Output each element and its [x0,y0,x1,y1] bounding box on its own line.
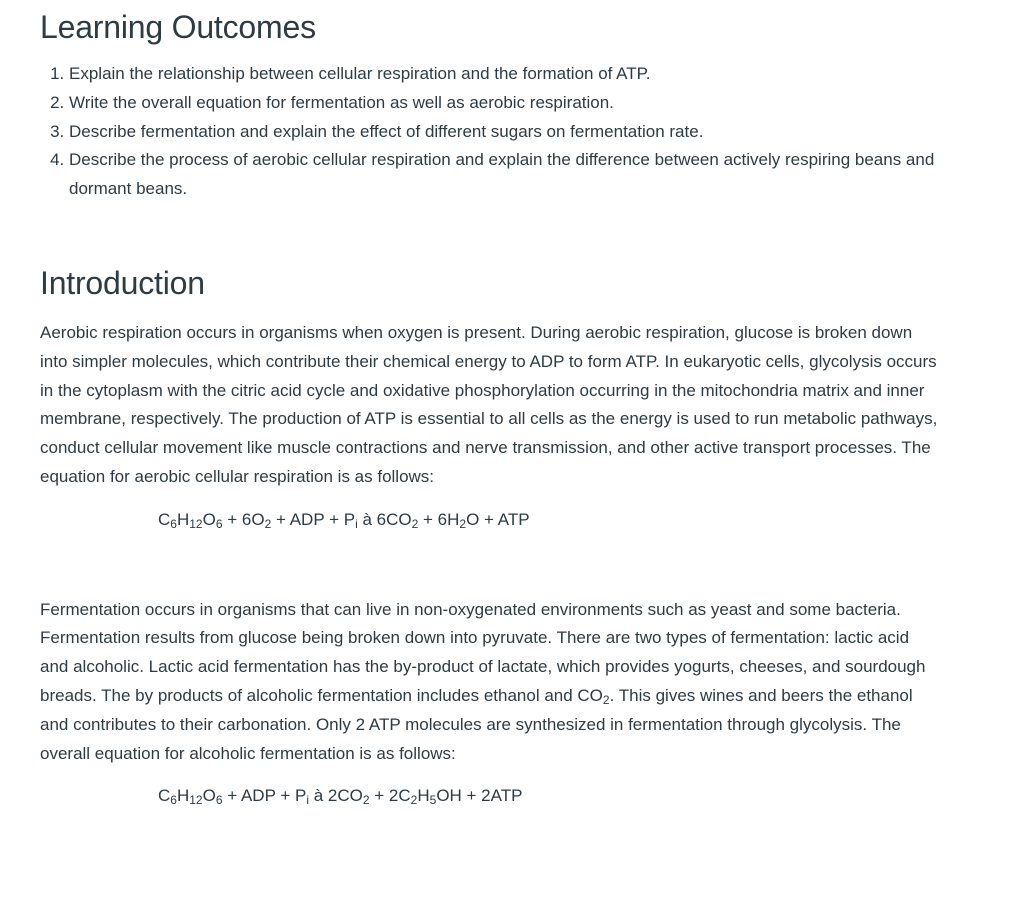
learning-outcomes-heading: Learning Outcomes [40,9,316,45]
content-page [40,0,940,811]
list-item: 4. Describe the process of aerobic cellular respiration and explain the difference between actively respiring beans and dormant beans. [69,146,940,204]
fermentation-paragraph: Fermentation occurs in organisms that can live in non-oxygenated environments such as yeast and some bacteria. Fermentation results from glucose being broken down into pyruvate. There are two types of fermentation: lactic acid and alcoholic. Lactic acid fermentation has the by-product of lactate, which provides yogurts, cheeses, and sourdough breads. The by products of alcoholic fermentation includes ethanol and $CO_2$. This gives wines and beers the ethanol and contributes to their carbonation. Only 2 ATP molecules are synthesized in fermentation through glycolysis. The overall equation for alcoholic fermentation is as follows: [40,599,926,763]
learning-outcomes-list [40,60,940,204]
aerobic-respiration-equation: $C_6H_{12}O_6 + 6O_2$ + ADP + $P_i$ à $6CO_2 + 6H_2O$ + ATP [158,509,530,531]
introduction-heading: Introduction [40,264,205,301]
list-item: 3. Describe fermentation and explain the effect of different sugars on fermentation rate. [69,118,940,147]
list-item: 2. Write the overall equation for fermentation as well as aerobic respiration. [69,89,940,118]
alcoholic-fermentation-equation: $C_6H_{12}O_6$ + ADP + $P_i$ à $2CO_2 + 2C_2H_5OH + 2ATP$ [158,786,523,808]
aerobic-respiration-paragraph: Aerobic respiration occurs in organisms when oxygen is present. During aerobic respiration, glucose is broken down into simpler molecules, which contribute their chemical energy to ADP to form ATP. In eukaryotic cells, glycolysis occurs in the cytoplasm with the citric acid cycle and oxidative phosphorylation occurring in the mitochondria matrix and inner membrane, respectively. The production of ATP is essential to all cells as the energy is used to run metabolic pathways, conduct cellular movement like muscle contractions and nerve transmission, and other active transport processes. The equation for aerobic cellular respiration is as follows: [40,322,938,486]
list-item: 1. Explain the relationship between cellular respiration and the formation of ATP. [69,60,940,89]
